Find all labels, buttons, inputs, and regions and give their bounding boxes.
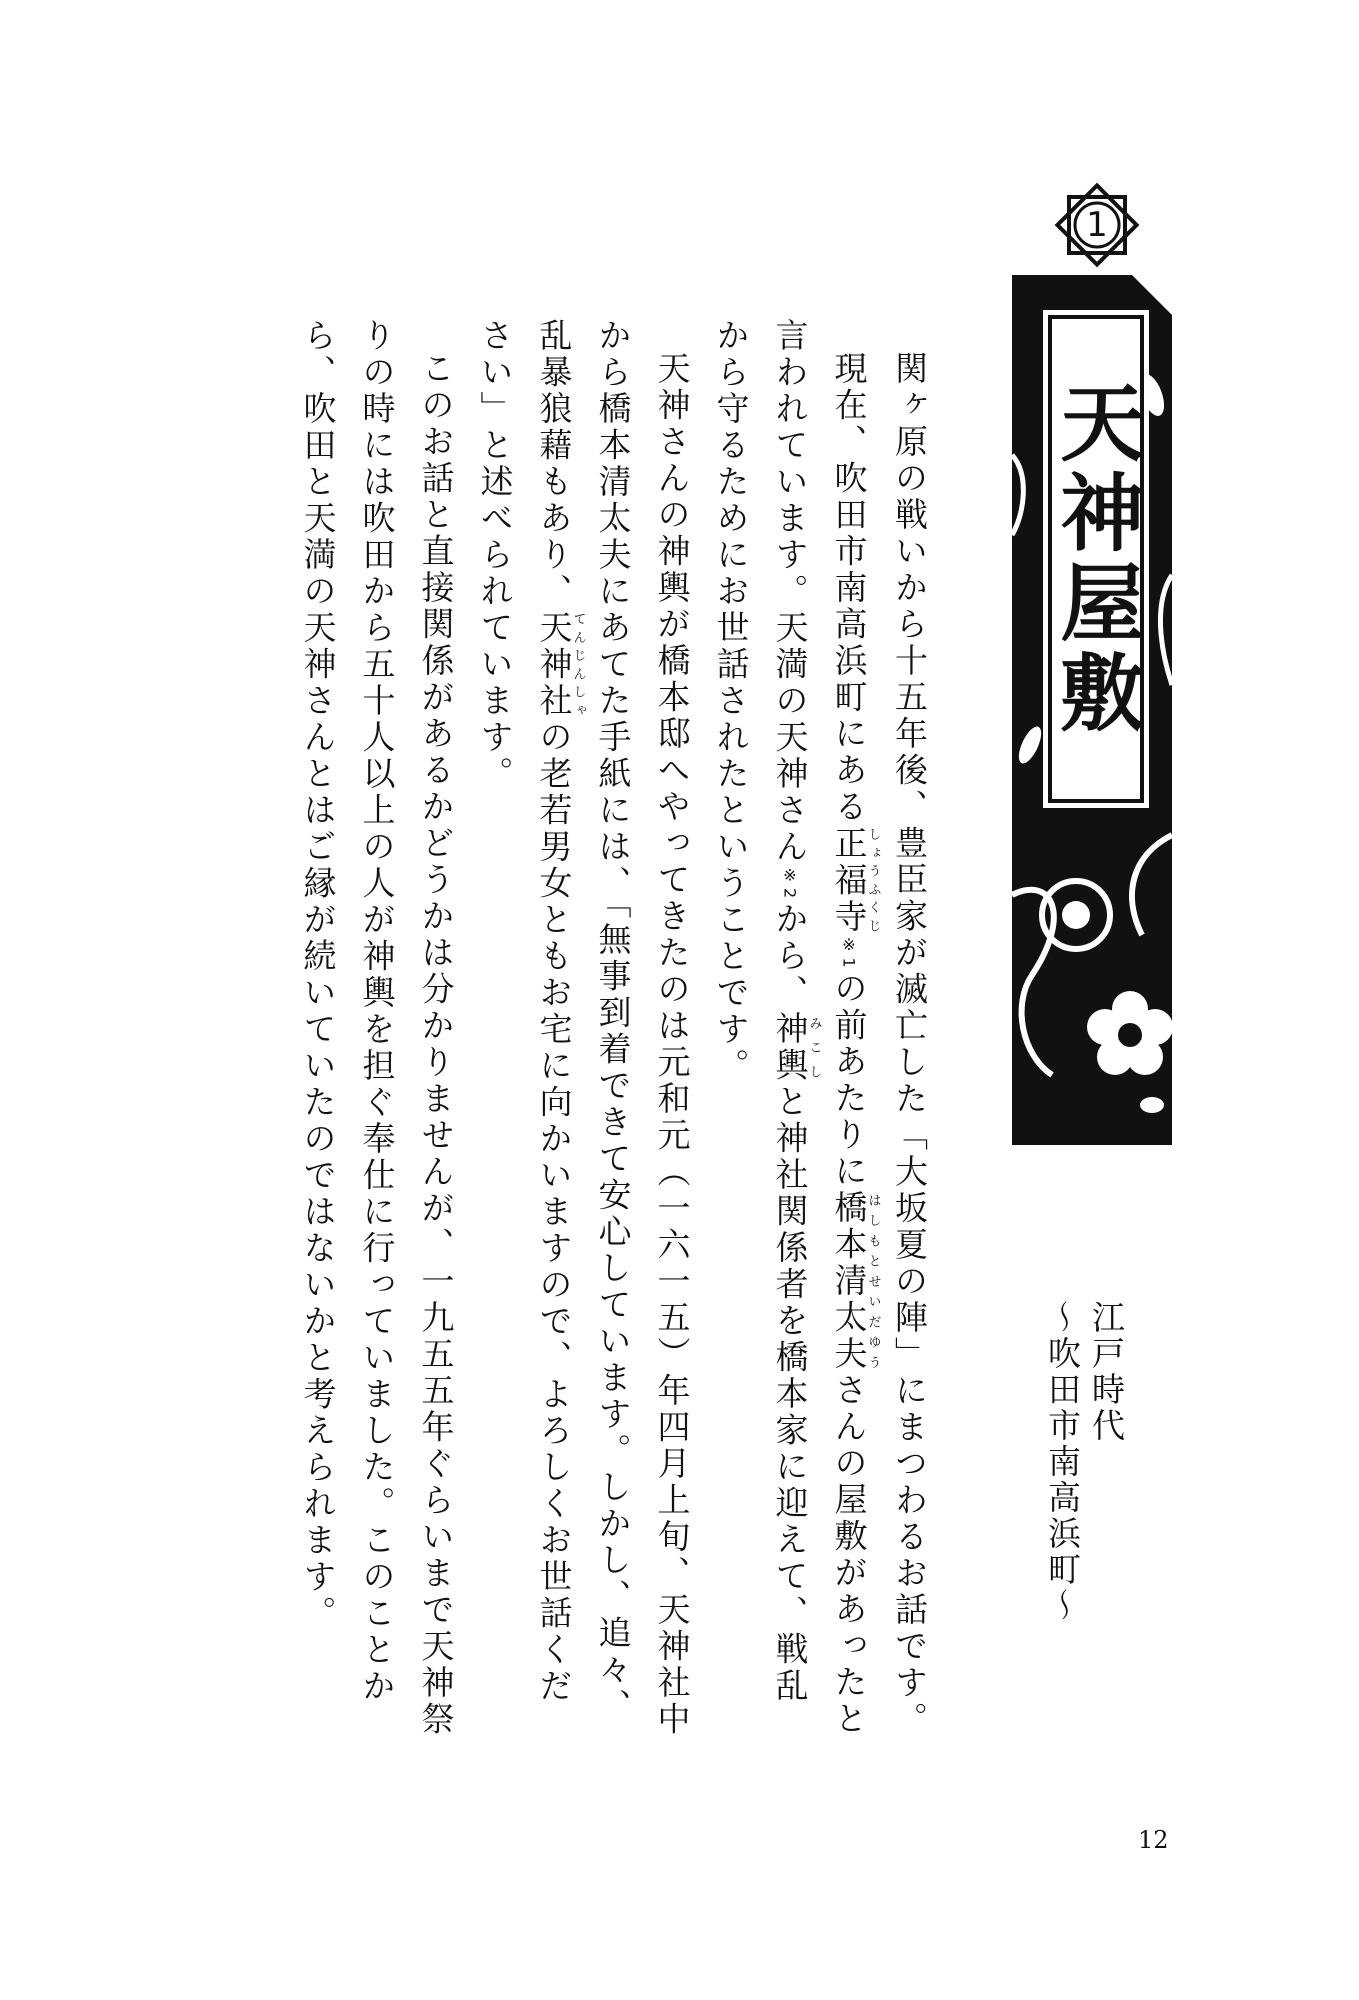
title-frame [1048, 315, 1144, 803]
body-text [289, 318, 940, 1738]
ruby-base: 正福寺 [829, 825, 869, 935]
chapter-number: 1 [1086, 205, 1108, 245]
ruby-base: 橋本清太夫 [829, 1190, 869, 1373]
ruby-reading: みこし [806, 1011, 822, 1085]
body-paragraph [880, 318, 939, 1738]
body-paragraph [702, 318, 881, 1738]
text-run: 現在、吹田市南高浜町にある [829, 351, 869, 826]
ruby-word [829, 1190, 881, 1373]
subtitle-place: 〜吹田市南高浜町〜 [1043, 1300, 1082, 1624]
footnote-marker: ※2 [780, 865, 800, 902]
footnote-marker: ※1 [839, 935, 859, 972]
title-banner [1012, 275, 1172, 1145]
page-number: 12 [1138, 1826, 1169, 1854]
ruby-word [534, 610, 586, 720]
body-paragraph [466, 318, 702, 1738]
text-run: の老若男女ともお宅に向かいますので、よろしくお世話ください」と述べられています。 [475, 318, 574, 1705]
ruby-reading: てんじんしゃ [570, 610, 586, 720]
text-run: このお話と直接関係があるかどうかは分かりませんが、一九五五年ぐらいまで天神祭りの時には吹田から五十人以上の人が神輿を担ぐ奉仕に行っていました。このことから、吹田と天満の天神さんとはご縁が続いていたのではないかと考えられます。 [298, 318, 456, 1738]
ruby-word [829, 825, 881, 936]
body-paragraph [289, 318, 466, 1738]
chapter-subtitle [1040, 1300, 1128, 1640]
text-run: と神社関係者を橋本家に迎えて、戦乱から守るためにお世話されたということです。 [711, 318, 810, 1705]
text-run: の前あたりに [829, 971, 869, 1191]
ruby-reading: はしもとせいだゆう [865, 1190, 881, 1373]
text-run: 関ヶ原の戦いから十五年後、豊臣家が滅亡した「大坂夏の陣」にまつわるお話です。 [890, 351, 929, 1738]
chapter-number-badge [1052, 180, 1142, 270]
subtitle-era: 江戸時代 [1087, 1300, 1126, 1444]
text-run: さんの屋敷があったと言われています。天満の天神さん [770, 318, 869, 1738]
ruby-word [770, 1011, 822, 1085]
text-run: から、 [770, 901, 810, 1012]
ruby-reading: しょうふくじ [865, 825, 881, 935]
chapter-title: 天神屋敷 [1047, 379, 1146, 739]
ruby-base: 神輿 [770, 1011, 810, 1085]
ruby-base: 天神社 [534, 610, 574, 720]
text-run: 天神さんの神輿が橋本邸へやってきたのは元和元（一六一五）年四月上旬、天神社中から橋本清太夫にあてた手紙には、「無事到着できて安心しています。しかし、追々、乱暴狼藉もあり、 [534, 318, 692, 1738]
